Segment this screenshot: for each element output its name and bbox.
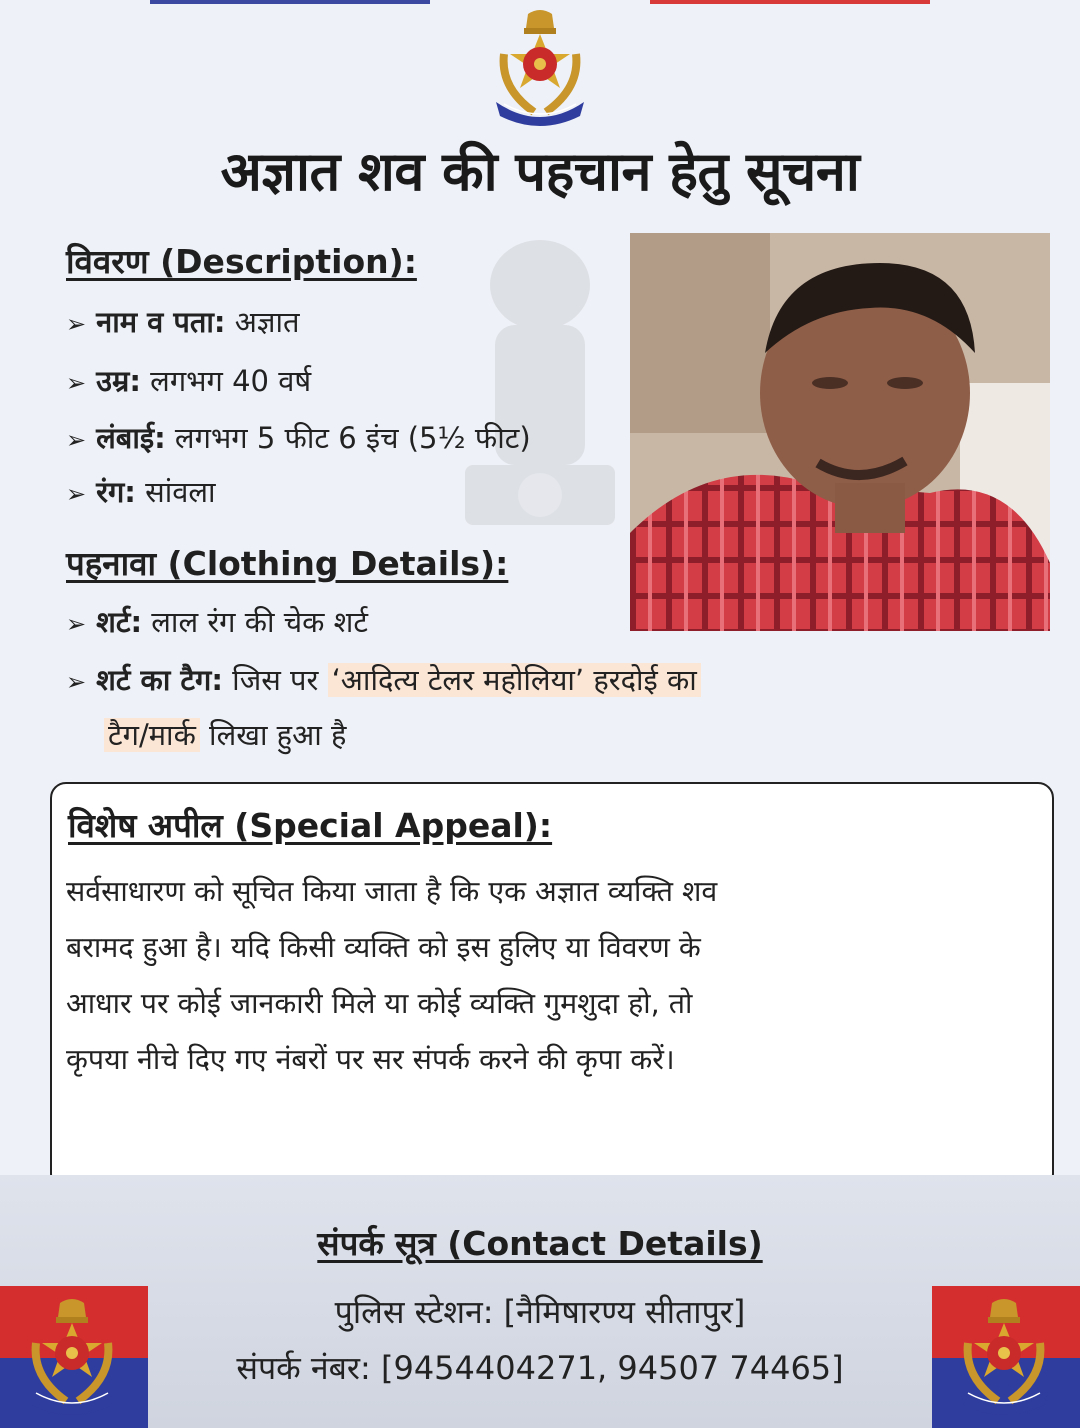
arrow-icon: ➢ <box>66 369 87 397</box>
tag-mark-highlight: टैग/मार्क <box>104 718 200 752</box>
up-police-emblem-icon <box>954 1294 1054 1420</box>
description-item-height <box>66 418 531 457</box>
footer-emblem-right <box>932 1286 1080 1428</box>
item-label: रंग: <box>96 475 136 509</box>
ashoka-emblem-watermark-icon <box>440 225 640 555</box>
arrow-icon: ➢ <box>66 426 87 454</box>
clothing-item-tag-cont <box>104 715 346 754</box>
description-heading: विवरण (Description): <box>66 242 417 281</box>
item-label: उम्र: <box>96 364 141 398</box>
police-station-text: पुलिस स्टेशन: [नैमिषारण्य सीतापुर] <box>334 1293 746 1331</box>
appeal-text <box>66 864 1036 1088</box>
up-police-emblem-icon <box>488 6 592 130</box>
item-value: अज्ञात <box>225 305 300 339</box>
item-label: शर्ट का टैग: <box>96 663 223 697</box>
appeal-line: बरामद हुआ है। यदि किसी व्यक्ति को इस हुलिए या विवरण के <box>66 931 701 964</box>
up-police-emblem-icon <box>22 1294 122 1420</box>
item-value: जिस पर <box>222 663 328 697</box>
top-accent-blue <box>150 0 430 4</box>
tailor-tag-highlight: ‘आदित्य टेलर महोलिया’ हरदोई का <box>328 663 701 697</box>
description-item-age <box>66 361 311 400</box>
appeal-line: आधार पर कोई जानकारी मिले या कोई व्यक्ति गुमशुदा हो, तो <box>66 987 693 1020</box>
clothing-heading: पहनावा (Clothing Details): <box>66 544 509 583</box>
item-value: सांवला <box>135 475 216 509</box>
arrow-icon: ➢ <box>66 480 87 508</box>
page-title: अज्ञात शव की पहचान हेतु सूचना <box>220 140 860 203</box>
appeal-line: सर्वसाधारण को सूचित किया जाता है कि एक अज्ञात व्यक्ति शव <box>66 875 718 908</box>
arrow-icon: ➢ <box>66 668 87 696</box>
special-appeal-box <box>50 782 1054 1190</box>
description-item-name <box>66 302 300 341</box>
description-item-complexion <box>66 472 216 511</box>
item-label: लंबाई: <box>96 421 166 455</box>
item-label: शर्ट: <box>96 605 143 639</box>
contact-heading: संपर्क सूत्र (Contact Details) <box>317 1224 763 1263</box>
item-value: लाल रंग की चेक शर्ट <box>142 605 368 639</box>
footer-emblem-left <box>0 1286 148 1428</box>
arrow-icon: ➢ <box>66 310 87 338</box>
unidentified-person-photo <box>630 233 1050 631</box>
clothing-item-shirt <box>66 602 368 641</box>
appeal-heading: विशेष अपील (Special Appeal): <box>68 806 553 845</box>
item-value: लगभग 40 वर्ष <box>140 364 312 398</box>
item-value: लगभग 5 फीट 6 इंच (5½ फीट) <box>165 421 531 455</box>
appeal-line: कृपया नीचे दिए गए नंबरों पर सर संपर्क करने की कृपा करें। <box>66 1043 675 1076</box>
item-label: नाम व पता: <box>96 305 226 339</box>
top-accent-red <box>650 0 930 4</box>
arrow-icon: ➢ <box>66 610 87 638</box>
contact-number-text: संपर्क नंबर: [9454404271, 94507 74465] <box>236 1349 844 1387</box>
clothing-item-tag <box>66 660 701 699</box>
item-value: लिखा हुआ है <box>199 718 347 752</box>
